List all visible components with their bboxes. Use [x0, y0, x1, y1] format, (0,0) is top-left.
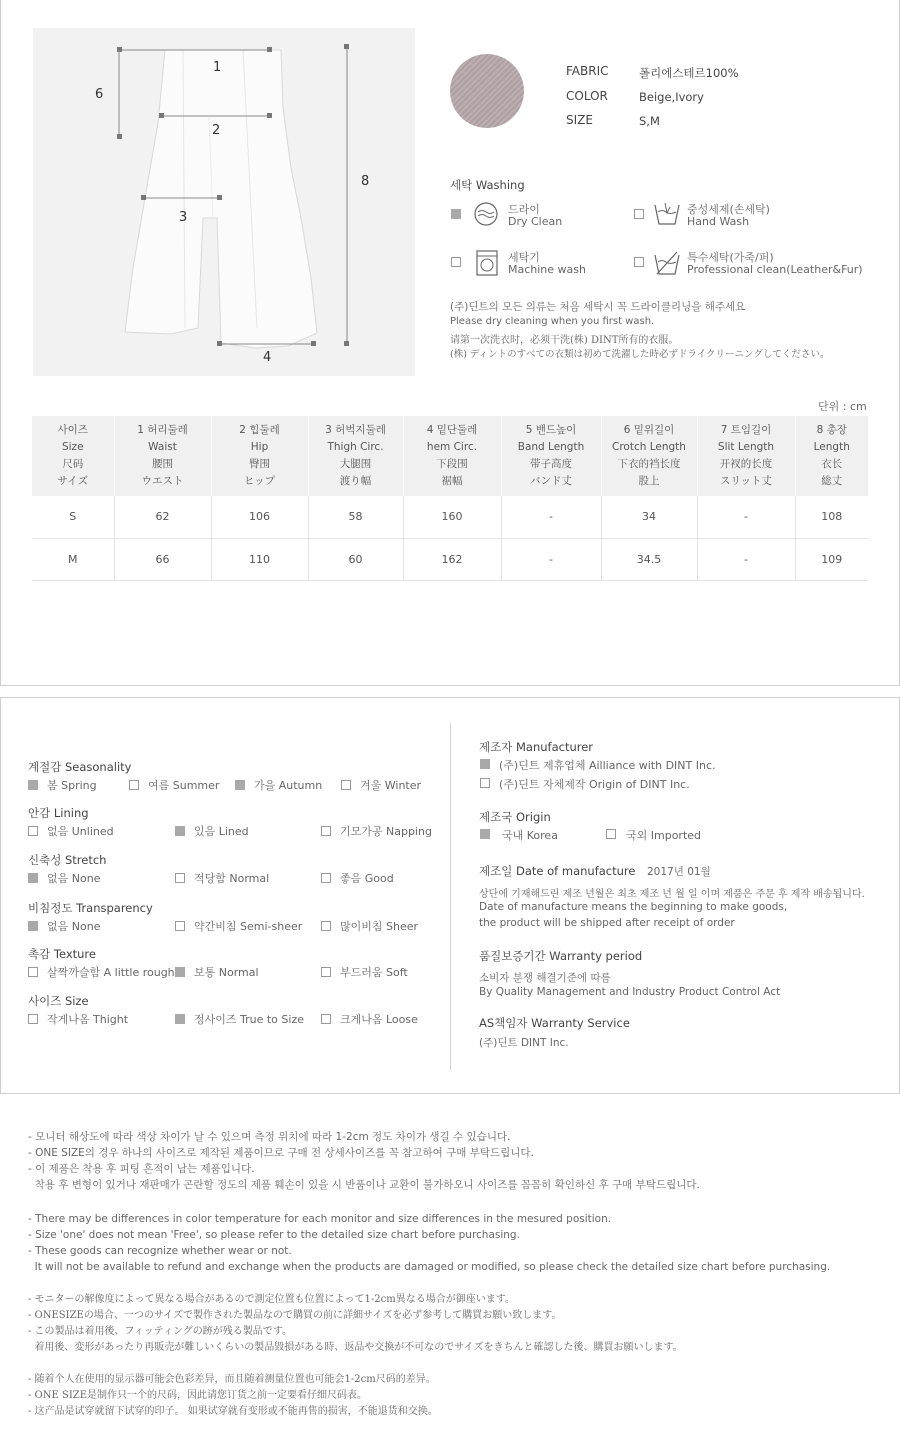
measure-label-4: 4 [263, 350, 272, 365]
dry-clean-en: Dry Clean [508, 215, 563, 228]
manufacturer-alliance-checkbox [480, 759, 490, 769]
footer-note-line: It will not be available to refund and exchange when the products are damaged or modified, so please check the detailed size chart before purchasing. [28, 1261, 831, 1273]
stretch-option-label: 적당함 Normal [194, 872, 270, 885]
measure-label-2: 2 [212, 123, 221, 138]
table-row [32, 538, 868, 580]
manufacturer-title: 제조자 Manufacturer [479, 740, 594, 754]
footer-note-line: - 随着个人在使用的显示器可能会色彩差异，而且随着测量位置也可能会1-2cm尺码的差异。 [28, 1374, 436, 1385]
footer-note-line: - 이 제품은 착용 후 피팅 흔적이 남는 제품입니다. [28, 1163, 255, 1175]
size-table-header-cell [697, 416, 795, 496]
header-line: ヒップ [243, 475, 276, 487]
header-line: 带子高度 [530, 458, 572, 470]
origin-korea-checkbox [480, 829, 490, 839]
origin-korea-label: 국내 Korea [502, 829, 558, 842]
color-value: Beige,Ivory [639, 90, 704, 104]
product-diagram [33, 28, 415, 376]
date-title: 제조일 Date of manufacture [479, 864, 636, 878]
header-line: Band Length [517, 441, 585, 453]
footer-note-line: - There may be differences in color temperature for each monitor and size differences in the mesured position. [28, 1213, 612, 1225]
size-table-header-cell [308, 416, 403, 496]
footer-notes-ja [28, 1292, 683, 1356]
header-line: 下段围 [436, 458, 468, 470]
header-line: 2 힙둘레 [239, 424, 280, 436]
as-title: AS책임자 Warranty Service [479, 1016, 630, 1030]
washing-note-ko: (주)딘트의 모든 의류는 처음 세탁시 꼭 드라이클리닝을 해주세요 [450, 301, 746, 313]
machine-wash-checkbox [451, 257, 461, 267]
stretch-option-checkbox [28, 873, 38, 883]
seasonality-title: 계절감 Seasonality [28, 760, 132, 774]
header-line: hem Circ. [426, 441, 478, 453]
table-row [32, 496, 868, 538]
dry-clean-checkbox [451, 209, 461, 219]
footer-note-line: - この製品は着用後、フィッティングの跡が残る製品です。 [28, 1326, 292, 1337]
hand-wash-en: Hand Wash [687, 215, 750, 228]
size-fit-option-checkbox [28, 1014, 38, 1024]
texture-option-checkbox [321, 967, 331, 977]
dry-clean-icon [473, 201, 499, 227]
seasonality-option-checkbox [341, 780, 351, 790]
header-line: 臀围 [249, 458, 270, 470]
size-fit-option-checkbox [175, 1014, 185, 1024]
size-table-header-cell [795, 416, 868, 496]
fabric-label: FABRIC [566, 64, 609, 78]
professional-clean-icon [653, 249, 681, 277]
header-line: 8 총장 [816, 424, 847, 436]
texture-option-checkbox [175, 967, 185, 977]
header-line: 7 트임길이 [720, 424, 772, 436]
seasonality-option-checkbox [129, 780, 139, 790]
lining-option-label: 있음 Lined [194, 825, 249, 838]
table-cell: - [697, 538, 795, 580]
size-table-header-cell [32, 416, 114, 496]
header-line: 1 허리둘레 [137, 424, 188, 436]
stretch-option-label: 없음 None [47, 872, 101, 885]
washing-note-zh: 请第一次洗衣时，必须干洗(株) DINT所有的衣服。 [450, 335, 679, 346]
seasonality-option-checkbox [28, 780, 38, 790]
date-value: 2017년 01월 [647, 866, 711, 878]
header-line: 総丈 [821, 475, 843, 487]
header-line: 大腿围 [339, 458, 372, 470]
header-line: 渡り幅 [339, 475, 372, 487]
header-line: サイズ [57, 475, 89, 487]
header-line: Waist [148, 441, 177, 453]
footer-note-line: - 모니터 해상도에 따라 색상 차이가 날 수 있으며 측정 위치에 따라 1-2cm 정도 차이가 생길 수 있습니다. [28, 1131, 511, 1143]
lining-option-label: 없음 Unlined [47, 825, 114, 838]
date-note-1: 상단에 기재해드린 제조 년월은 최초 제조 년 월 일 이며 제품은 주문 후 제작 배송됩니다. [479, 889, 865, 900]
footer-note-line: - 这产品是试穿就留下试穿的印子。 如果试穿就有变形或不能再售的损害，不能退货和交换。 [28, 1406, 438, 1417]
footer-note-line: - モニターの解像度によって異なる場合があるので測定位置も位置によって1-2cm異なる場合が御座います。 [28, 1294, 515, 1305]
header-line: 开衩的长度 [719, 458, 773, 470]
seasonality-option-label: 겨울 Winter [360, 779, 422, 792]
size-value: S,M [639, 114, 660, 128]
transparency-title: 비침정도 Transparency [28, 901, 153, 915]
seasonality-option-label: 여름 Summer [148, 779, 220, 792]
footer-note-line: - ONESIZEの場合、一つのサイズで製作された製品なので購買の前に詳細サイズを必ず参考して購買お願い致します。 [28, 1310, 562, 1321]
origin-imported-label: 국외 Imported [626, 829, 702, 842]
lining-option-checkbox [28, 826, 38, 836]
seasonality-option-label: 봄 Spring [47, 779, 97, 792]
header-line: 5 밴드높이 [525, 424, 577, 436]
washing-machine-icon [475, 249, 499, 277]
table-cell: 110 [211, 538, 308, 580]
transparency-option-checkbox [175, 921, 185, 931]
size-fit-option-label: 정사이즈 True to Size [194, 1013, 304, 1026]
measure-label-1: 1 [213, 60, 222, 75]
stretch-option-checkbox [175, 873, 185, 883]
professional-clean-checkbox [634, 257, 644, 267]
size-table-header-cell [501, 416, 601, 496]
manufacturer-origin-label: (주)딘트 자체제작 Origin of DINT Inc. [499, 778, 690, 791]
table-cell: 34.5 [601, 538, 697, 580]
transparency-option-checkbox [321, 921, 331, 931]
hand-wash-ko: 중성세제(손세탁) [687, 203, 770, 216]
header-line: 사이즈 [57, 424, 88, 436]
header-line: Thigh Circ. [327, 441, 384, 453]
texture-option-label: 부드러움 Soft [340, 966, 408, 979]
size-table-header [32, 416, 868, 496]
texture-option-checkbox [28, 967, 38, 977]
size-fit-option-checkbox [321, 1014, 331, 1024]
header-line: 裾幅 [441, 475, 463, 487]
transparency-option-label: 없음 None [47, 920, 101, 933]
machine-wash-ko: 세탁기 [508, 251, 540, 264]
size-table-header-cell [601, 416, 697, 496]
stretch-option-checkbox [321, 873, 331, 883]
footer-notes-ko [28, 1129, 700, 1193]
size-fit-option-label: 크게나옴 Loose [340, 1013, 418, 1026]
origin-title: 제조국 Origin [479, 810, 551, 824]
measure-label-3: 3 [179, 210, 188, 225]
texture-title: 촉감 Texture [28, 947, 96, 961]
pants-illustration [33, 28, 415, 376]
warranty-note-1: 소비자 분쟁 해결기준에 따름 [479, 972, 611, 984]
fabric-swatch [450, 54, 524, 128]
date-note-2: Date of manufacture means the beginning to make goods, [479, 901, 788, 913]
size-fit-option-label: 작게나옴 Thight [47, 1013, 129, 1026]
texture-option-label: 보통 Normal [194, 966, 259, 979]
header-line: 衣长 [821, 458, 843, 470]
header-line: 4 밑단둘레 [426, 424, 478, 436]
size-table-header-cell [114, 416, 211, 496]
color-label: COLOR [566, 89, 608, 103]
stretch-title: 신축성 Stretch [28, 853, 107, 867]
header-line: 下衣的裆长度 [617, 458, 681, 470]
footer-notes-zh [28, 1372, 438, 1420]
warranty-note-2: By Quality Management and Industry Product Control Act [479, 986, 781, 998]
hand-wash-icon [653, 201, 681, 227]
header-line: Length [813, 441, 850, 453]
transparency-option-checkbox [28, 921, 38, 931]
footer-notes-en [28, 1211, 830, 1275]
size-table [32, 416, 868, 581]
table-cell: - [697, 496, 795, 538]
footer-note-line: - These goods can recognize whether wear or not. [28, 1245, 292, 1257]
size-table-header-cell [403, 416, 501, 496]
measure-label-6: 6 [95, 87, 104, 102]
table-cell: 66 [114, 538, 211, 580]
table-cell: 58 [308, 496, 403, 538]
seasonality-option-label: 가을 Autumn [254, 779, 323, 792]
machine-wash-en: Machine wash [508, 263, 586, 276]
table-cell: 162 [403, 538, 501, 580]
dry-clean-ko: 드라이 [508, 203, 540, 216]
table-cell: 62 [114, 496, 211, 538]
stretch-option-label: 좋음 Good [340, 872, 394, 885]
header-line: 尺码 [62, 458, 84, 470]
table-cell: 160 [403, 496, 501, 538]
table-cell: 34 [601, 496, 697, 538]
size-label: SIZE [566, 113, 593, 127]
texture-option-label: 살짝까슬함 A little rough [47, 966, 175, 979]
seasonality-option-checkbox [235, 780, 245, 790]
size-table-header-cell [211, 416, 308, 496]
footer-note-line: - Size 'one' does not mean 'Free', so please refer to the detailed size chart before purchasing. [28, 1229, 520, 1241]
footer-note-line: - ONE SIZE是制作只一个的尺码，因此请您订货之前一定要看仔细尺码表。 [28, 1390, 368, 1401]
lining-title: 안감 Lining [28, 806, 89, 820]
header-line: Size [61, 441, 84, 453]
table-cell: 106 [211, 496, 308, 538]
table-cell: - [501, 496, 601, 538]
header-line: 6 밑위길이 [623, 424, 675, 436]
fabric-value: 폴리에스테르100% [639, 66, 739, 80]
table-cell: M [32, 538, 114, 580]
as-value: (주)딘트 DINT Inc. [479, 1037, 569, 1049]
footer-note-line: 착용 후 변형이 있거나 재판매가 곤란할 정도의 제품 훼손이 있을 시 반품이나 교환이 불가하오니 사이즈를 꼼꼼히 확인하신 후 구매 부탁드립니다. [28, 1179, 700, 1191]
washing-title: 세탁 Washing [450, 178, 525, 192]
header-line: 腰围 [152, 458, 173, 470]
footer-note-line: - ONE SIZE의 경우 하나의 사이즈로 제작된 제품이므로 구매 전 상세사이즈를 꼭 참고하여 구매 부탁드립니다. [28, 1147, 534, 1159]
manufacturer-origin-checkbox [480, 778, 490, 788]
professional-clean-en: Professional clean(Leather&Fur) [687, 263, 863, 276]
footer-note-line: 着用後、変形があったり再販売が難しいくらいの製品毀損がある時、返品や交換が不可なのでサイズをきちんと確認した後、購買お願いします。 [28, 1342, 683, 1353]
lining-option-checkbox [175, 826, 185, 836]
transparency-option-label: 약간비침 Semi-sheer [194, 920, 303, 933]
table-cell: 60 [308, 538, 403, 580]
professional-clean-ko: 특수세탁(가죽/퍼) [687, 251, 774, 264]
header-line: 股上 [638, 475, 660, 487]
lining-option-checkbox [321, 826, 331, 836]
manufacturer-alliance-label: (주)딘트 제휴업체 Ailliance with DINT Inc. [499, 759, 716, 772]
header-line: Slit Length [717, 441, 775, 453]
header-line: Hip [250, 441, 269, 453]
header-line: スリット丈 [719, 475, 773, 487]
header-line: ウエスト [141, 475, 184, 487]
washing-note-ja: (株) ディントのすべての衣類は初めて洗濯した時必ずドライクリーニングしてください。 [450, 349, 830, 360]
measure-label-8: 8 [361, 174, 370, 189]
table-cell: 108 [795, 496, 868, 538]
date-note-3: the product will be shipped after receipt of order [479, 917, 735, 929]
header-line: Crotch Length [612, 441, 686, 453]
table-cell: 109 [795, 538, 868, 580]
table-cell: - [501, 538, 601, 580]
attributes-divider [450, 723, 451, 1070]
header-line: バンド丈 [530, 475, 572, 487]
header-line: 3 허벅지둘레 [325, 424, 386, 436]
warranty-title: 품질보증기간 Warranty period [479, 949, 643, 963]
origin-imported-checkbox [606, 829, 616, 839]
hand-wash-checkbox [634, 209, 644, 219]
size-fit-title: 사이즈 Size [28, 994, 89, 1008]
transparency-option-label: 많이비침 Sheer [340, 920, 419, 933]
table-cell: S [32, 496, 114, 538]
lining-option-label: 기모가공 Napping [340, 825, 432, 838]
unit-label: 단위 : cm [818, 400, 867, 413]
washing-note-en: Please dry cleaning when you first wash. [450, 316, 655, 327]
